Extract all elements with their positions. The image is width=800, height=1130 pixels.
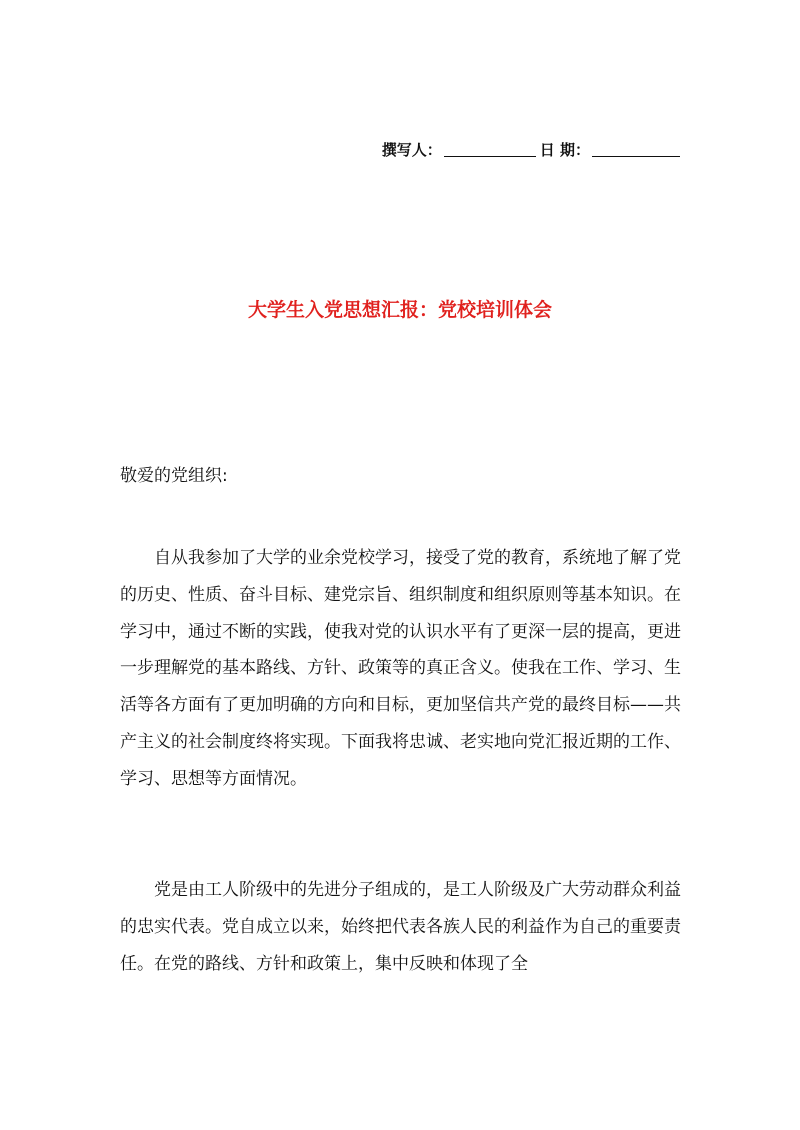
author-blank bbox=[444, 138, 536, 157]
document-title: 大学生入党思想汇报：党校培训体会 bbox=[247, 299, 552, 321]
date-blank bbox=[592, 138, 680, 157]
paragraph-1: 自从我参加了大学的业余党校学习，接受了党的教育，系统地了解了党的历史、性质、奋斗目标、建党宗旨、组织制度和组织原则等基本知识。在学习中，通过不断的实践，使我对党的认识水平有了更深一层的提高，更进一步理解党的基本路线、方针、政策等的真正含义。使我在工作、学习、生活等各方面有了更加明确的方向和目标，更加坚信共产党的最终目标——共产主义的社会制度终将实现。下面我将忠诚、老实地向党汇报近期的工作、学习、思想等方面情况。 bbox=[120, 548, 681, 789]
greeting: 敬爱的党组织: bbox=[120, 466, 228, 486]
paragraph-2: 党是由工人阶级中的先进分子组成的，是工人阶级及广大劳动群众利益的忠实代表。党自成立以来，始终把代表各族人民的利益作为自己的重要责任。在党的路线、方针和政策上，集中反映和体现了全 bbox=[120, 880, 681, 974]
author-label: 撰写人： bbox=[381, 141, 442, 159]
date-label: 日 期： bbox=[539, 141, 590, 159]
author-date-line bbox=[382, 138, 680, 162]
